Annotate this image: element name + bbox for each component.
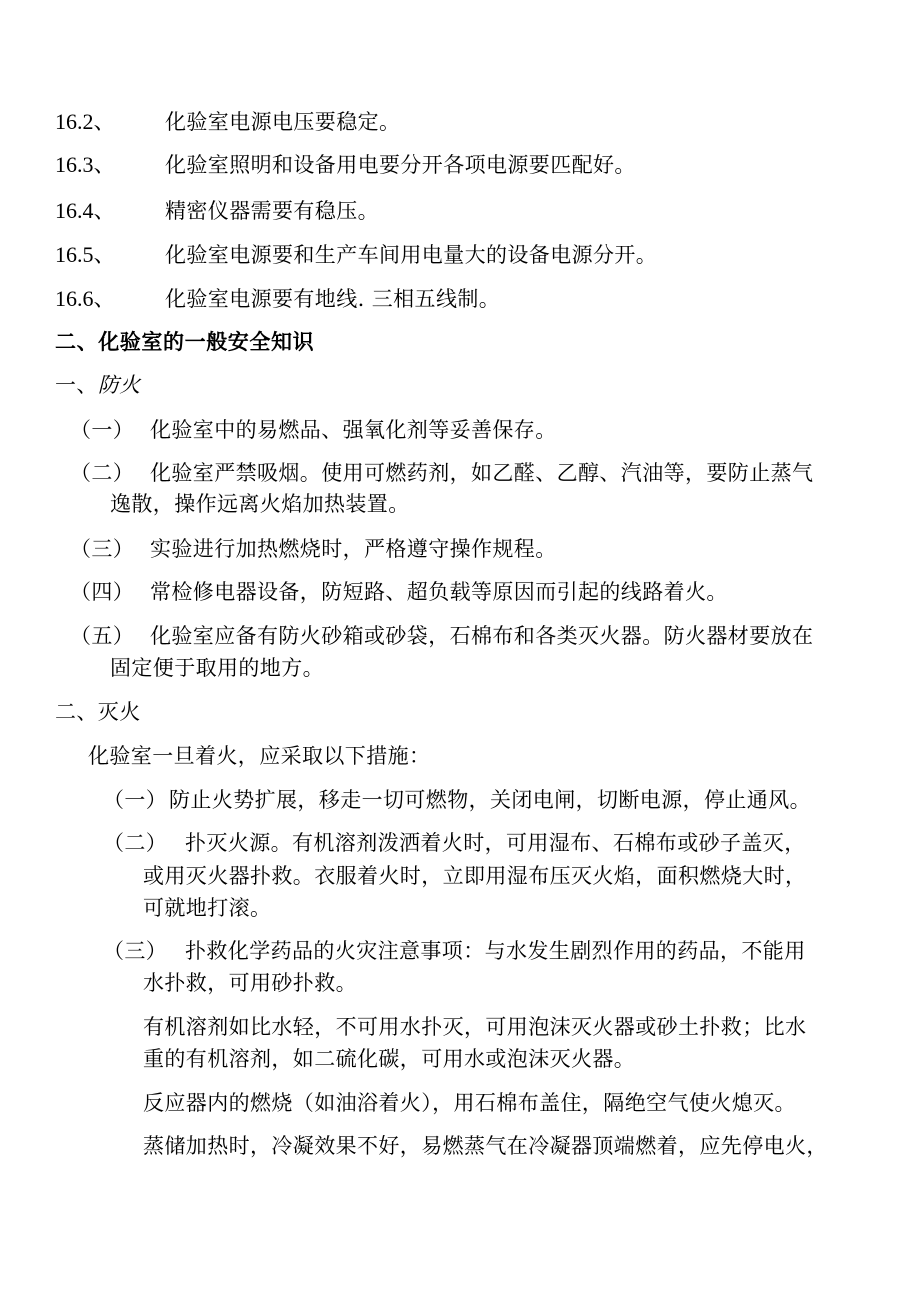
- paragraph-line: 有机溶剂如比水轻，不可用水扑灭，可用泡沫灭火器或砂土扑救；比水: [143, 1015, 807, 1039]
- item-line: 化验室中的易燃品、强氧化剂等妥善保存。: [150, 418, 557, 442]
- item-text: 化验室照明和设备用电要分开各项电源要匹配好。: [165, 153, 636, 177]
- item-number: 16.6、: [55, 286, 116, 311]
- item-line: 水扑救，可用砂扑救。: [143, 971, 357, 995]
- subsection-heading: 二、灭火: [55, 700, 141, 724]
- item-line: 常检修电器设备，防短路、超负载等原因而引起的线路着火。: [150, 580, 728, 604]
- subsection-heading: [55, 370, 141, 400]
- item-marker: （五）: [70, 624, 135, 648]
- item-line: 实验进行加热燃烧时，严格遵守操作规程。: [150, 537, 557, 561]
- intro-text: 化验室一旦着火，应采取以下措施：: [88, 744, 431, 768]
- item-marker: （二）: [70, 461, 135, 485]
- item-marker: （三）: [70, 537, 135, 561]
- item-line: 化验室应备有防火砂箱或砂袋，石棉布和各类灭火器。防火器材要放在: [150, 624, 814, 648]
- heading-prefix: 一、: [55, 373, 98, 397]
- item-marker: （一）: [103, 788, 168, 812]
- item-marker: （二）: [103, 831, 168, 855]
- item-marker: （一）: [70, 418, 135, 442]
- item-line: 可就地打滚。: [143, 896, 272, 920]
- item-text: 精密仪器需要有稳压。: [165, 199, 379, 223]
- item-text: 化验室电源电压要稳定。: [165, 110, 401, 134]
- item-marker: （三）: [103, 939, 168, 963]
- item-number: 16.4、: [55, 198, 116, 223]
- item-line: 化验室严禁吸烟。使用可燃药剂，如乙醛、乙醇、汽油等，要防止蒸气: [150, 461, 814, 485]
- item-marker: （四）: [70, 580, 135, 604]
- item-line: 固定便于取用的地方。: [110, 656, 324, 680]
- item-line: 扑救化学药品的火灾注意事项：与水发生剧烈作用的药品，不能用: [185, 939, 806, 963]
- item-line: 扑灭火源。有机溶剂泼洒着火时，可用湿布、石棉布或砂子盖灭，: [185, 831, 806, 855]
- heading-text: 防火: [97, 373, 141, 397]
- item-text: 化验室电源要和生产车间用电量大的设备电源分开。: [165, 243, 658, 267]
- item-number: 16.2、: [55, 109, 116, 134]
- item-line: 防止火势扩展，移走一切可燃物，关闭电闸，切断电源，停止通风。: [169, 788, 811, 812]
- item-line: 逸散，操作远离火焰加热装置。: [110, 492, 410, 516]
- item-text: 化验室电源要有地线. 三相五线制。: [165, 287, 501, 311]
- item-line: 或用灭火器扑救。衣服着火时，立即用湿布压灭火焰，面积燃烧大时，: [143, 864, 807, 888]
- paragraph-line: 重的有机溶剂，如二硫化碳，可用水或泡沫灭火器。: [143, 1047, 636, 1071]
- item-number: 16.3、: [55, 152, 116, 177]
- paragraph-line: 蒸储加热时，冷凝效果不好，易燃蒸气在冷凝器顶端燃着，应先停电火，: [143, 1134, 828, 1158]
- section-title: 二、化验室的一般安全知识: [55, 330, 315, 354]
- item-number: 16.5、: [55, 242, 116, 267]
- paragraph-line: 反应器内的燃烧（如油浴着火），用石棉布盖住，隔绝空气使火熄灭。: [143, 1091, 796, 1115]
